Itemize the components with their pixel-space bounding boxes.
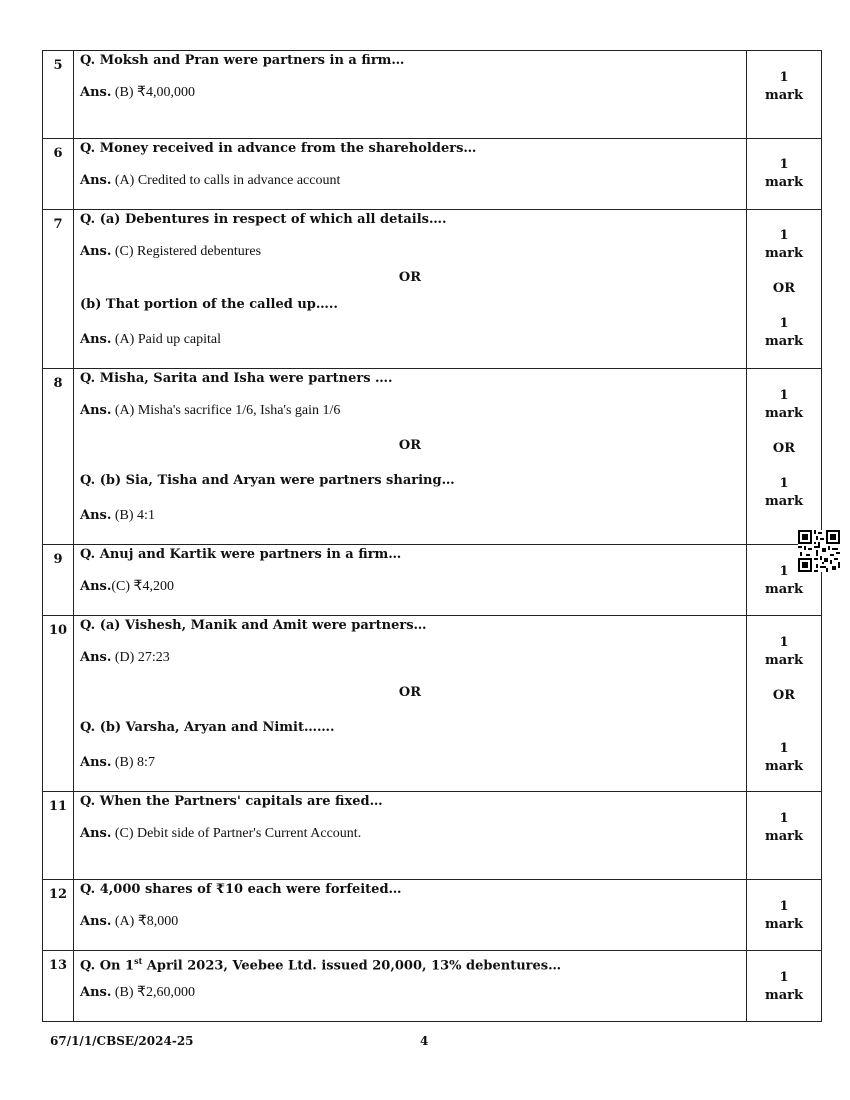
table-row (43, 51, 822, 139)
marks-cell: 1 mark OR 1 mark (747, 369, 822, 545)
or-separator: OR (398, 685, 422, 700)
question-number: 5 (43, 51, 74, 139)
footer-page-number: 4 (420, 1034, 429, 1048)
question-cell (74, 51, 747, 139)
answer-text: Ans. (A) Misha's sacrifice 1/6, Isha's gain 1/6 (80, 403, 341, 418)
question-cell (74, 880, 747, 951)
question-text: Q. (a) Vishesh, Manik and Amit were partners… (80, 618, 427, 633)
or-separator: OR (398, 438, 422, 453)
answer-text: Ans. (C) Registered debentures (80, 244, 262, 259)
footer-exam-code: 67/1/1/CBSE/2024-25 (50, 1034, 194, 1048)
question-text-b: Q. (b) Sia, Tisha and Aryan were partners sharing… (80, 473, 455, 488)
table-row (43, 880, 822, 951)
question-text: Q. Misha, Sarita and Isha were partners …. (80, 371, 393, 386)
marks-cell: 1 mark OR 1 mark (747, 616, 822, 792)
answer-text-b: Ans. (A) Paid up capital (80, 332, 222, 347)
table-row (43, 545, 822, 616)
answer-text: Ans. (C) Debit side of Partner's Current Account. (80, 826, 362, 841)
table-row (43, 792, 822, 880)
answer-text: Ans.(C) ₹4,200 (80, 579, 174, 594)
question-text: Q. 4,000 shares of ₹10 each were forfeited… (80, 882, 402, 897)
answer-text: Ans. (A) Credited to calls in advance account (80, 173, 341, 188)
question-text-b: Q. (b) Varsha, Aryan and Nimit……. (80, 720, 335, 735)
answer-text-b: Ans. (B) 4:1 (80, 508, 155, 523)
answer-text: Ans. (A) ₹8,000 (80, 914, 179, 929)
question-text: Q. Moksh and Pran were partners in a firm… (80, 53, 405, 68)
answer-text: Ans. (B) ₹4,00,000 (80, 85, 195, 100)
question-text-b: (b) That portion of the called up….. (80, 297, 338, 312)
question-cell (74, 951, 747, 1022)
question-cell (74, 545, 747, 616)
marks-cell: 1 mark (747, 880, 822, 951)
table-row (43, 951, 822, 1022)
or-separator: OR (398, 270, 422, 285)
answer-text: Ans. (B) ₹2,60,000 (80, 985, 195, 1000)
question-number: 8 (43, 369, 74, 545)
question-text: Q. On 1st April 2023, Veebee Ltd. issued 20,000, 13% debentures… (80, 956, 562, 974)
question-text: Q. Money received in advance from the shareholders… (80, 141, 477, 156)
marks-cell: 1 mark (747, 951, 822, 1022)
question-cell (74, 139, 747, 210)
answer-key-table (42, 50, 822, 1022)
question-number: 11 (43, 792, 74, 880)
question-cell (74, 210, 747, 369)
marks-cell: 1 mark (747, 51, 822, 139)
question-cell (74, 616, 747, 792)
question-text: Q. When the Partners' capitals are fixed… (80, 794, 383, 809)
question-cell (74, 792, 747, 880)
answer-text-b: Ans. (B) 8:7 (80, 755, 155, 770)
table-row (43, 369, 822, 545)
marks-cell: 1 mark (747, 792, 822, 880)
marks-cell: 1 mark (747, 545, 822, 616)
qr-code-icon (798, 530, 840, 572)
question-number: 6 (43, 139, 74, 210)
table-row (43, 210, 822, 369)
question-number: 10 (43, 616, 74, 792)
table-row (43, 139, 822, 210)
table-row (43, 616, 822, 792)
question-text: Q. Anuj and Kartik were partners in a firm… (80, 547, 402, 562)
marks-cell: 1 mark OR 1 mark (747, 210, 822, 369)
question-number: 13 (43, 951, 74, 1022)
answer-text: Ans. (D) 27:23 (80, 650, 170, 665)
question-cell (74, 369, 747, 545)
question-number: 12 (43, 880, 74, 951)
question-number: 9 (43, 545, 74, 616)
marks-cell: 1 mark (747, 139, 822, 210)
question-text: Q. (a) Debentures in respect of which all details…. (80, 212, 447, 227)
question-number: 7 (43, 210, 74, 369)
